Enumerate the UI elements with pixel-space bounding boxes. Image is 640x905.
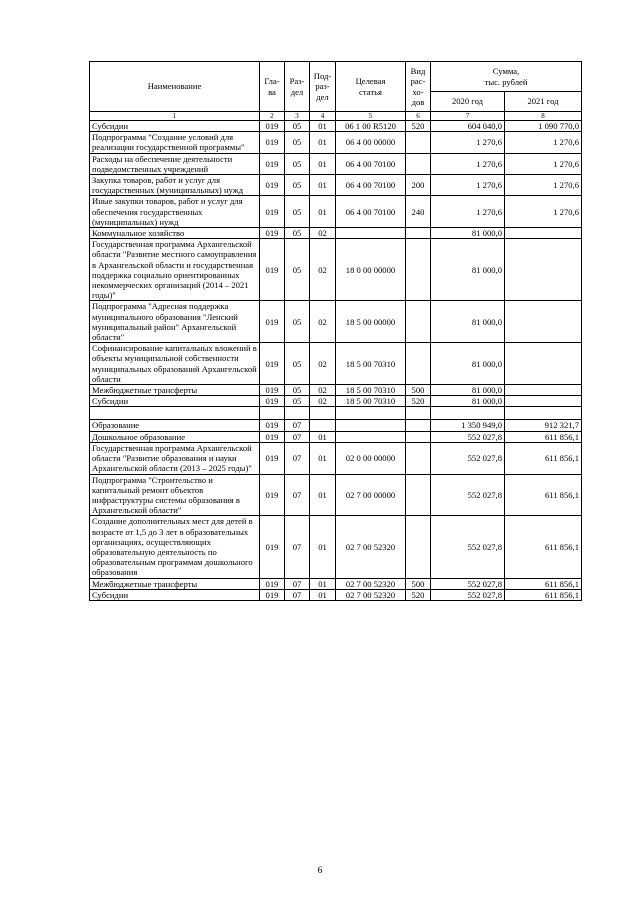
row-amount-2020: 552 027,8 [431, 431, 505, 442]
row-name: Субсидии [90, 589, 260, 600]
header-sum: Сумма, тыс. рублей [431, 62, 582, 92]
row-glava: 019 [260, 442, 285, 474]
col-number: 7 [431, 112, 505, 121]
row-vid [406, 343, 431, 385]
row-target: 06 1 00 R5120 [336, 121, 406, 132]
row-target: 18 0 00 00000 [336, 239, 406, 301]
header-target: Целевая статья [336, 62, 406, 112]
row-podrazdel [310, 420, 336, 431]
table-row [90, 121, 582, 132]
row-amount-2020 [431, 407, 505, 420]
row-amount-2021: 611 856,1 [505, 474, 582, 516]
row-amount-2021: 611 856,1 [505, 578, 582, 589]
row-name: Государственная программа Архангельской области "Развитие образования и науки Архангельской области (2013 – 2025 годы)" [90, 442, 260, 474]
row-podrazdel: 01 [310, 132, 336, 153]
row-name: Межбюджетные трансферты [90, 578, 260, 589]
header-year-2020: 2020 год [431, 92, 505, 112]
row-vid [406, 153, 431, 174]
row-target: 18 5 00 70310 [336, 396, 406, 407]
row-amount-2020: 1 270,6 [431, 175, 505, 196]
row-name: Расходы на обеспечение деятельности подведомственных учреждений [90, 153, 260, 174]
row-podrazdel: 01 [310, 578, 336, 589]
row-amount-2021: 1 270,6 [505, 175, 582, 196]
row-razdel: 05 [285, 385, 310, 396]
table-row [90, 589, 582, 600]
row-glava: 019 [260, 589, 285, 600]
row-amount-2020: 1 270,6 [431, 196, 505, 228]
table-body [90, 121, 582, 601]
row-vid [406, 431, 431, 442]
row-amount-2021: 1 090 770,0 [505, 121, 582, 132]
row-glava: 019 [260, 431, 285, 442]
row-target: 06 4 00 70100 [336, 175, 406, 196]
col-number: 3 [285, 112, 310, 121]
row-razdel: 05 [285, 228, 310, 239]
table-row [90, 239, 582, 301]
row-podrazdel: 02 [310, 228, 336, 239]
budget-table [89, 61, 582, 601]
row-target: 02 7 00 52320 [336, 578, 406, 589]
row-razdel: 07 [285, 578, 310, 589]
row-target: 02 7 00 52320 [336, 516, 406, 578]
row-amount-2021 [505, 396, 582, 407]
row-amount-2020: 81 000,0 [431, 385, 505, 396]
row-target: 18 5 00 70310 [336, 385, 406, 396]
row-vid [406, 442, 431, 474]
col-number: 1 [90, 112, 260, 121]
row-glava: 019 [260, 132, 285, 153]
row-podrazdel: 01 [310, 589, 336, 600]
col-number: 2 [260, 112, 285, 121]
row-razdel: 05 [285, 301, 310, 343]
row-glava: 019 [260, 153, 285, 174]
row-amount-2021: 611 856,1 [505, 516, 582, 578]
row-glava: 019 [260, 396, 285, 407]
header-year-2021: 2021 год [505, 92, 582, 112]
table-row [90, 301, 582, 343]
table-row [90, 385, 582, 396]
table-row [90, 431, 582, 442]
header-podrazdel: Под- раз- дел [310, 62, 336, 112]
row-target: 18 5 00 00000 [336, 301, 406, 343]
row-vid: 500 [406, 578, 431, 589]
row-target: 06 4 00 70100 [336, 153, 406, 174]
table-row [90, 132, 582, 153]
table-row [90, 196, 582, 228]
col-number: 5 [336, 112, 406, 121]
row-target: 18 5 00 70310 [336, 343, 406, 385]
col-number: 8 [505, 112, 582, 121]
row-razdel: 05 [285, 132, 310, 153]
row-target [336, 420, 406, 431]
row-amount-2020: 1 350 949,0 [431, 420, 505, 431]
row-razdel [285, 407, 310, 420]
row-glava: 019 [260, 175, 285, 196]
row-amount-2021 [505, 385, 582, 396]
row-vid: 500 [406, 385, 431, 396]
row-target [336, 407, 406, 420]
row-razdel: 07 [285, 516, 310, 578]
col-number: 6 [406, 112, 431, 121]
row-amount-2021 [505, 407, 582, 420]
row-amount-2020: 81 000,0 [431, 301, 505, 343]
row-amount-2021: 611 856,1 [505, 589, 582, 600]
row-podrazdel: 01 [310, 516, 336, 578]
row-vid [406, 228, 431, 239]
row-amount-2021 [505, 301, 582, 343]
table-row [90, 442, 582, 474]
row-razdel: 05 [285, 239, 310, 301]
header-glava: Гла- ва [260, 62, 285, 112]
row-vid: 200 [406, 175, 431, 196]
row-podrazdel: 02 [310, 301, 336, 343]
row-amount-2020: 552 027,8 [431, 474, 505, 516]
table-row [90, 175, 582, 196]
row-razdel: 05 [285, 153, 310, 174]
row-glava: 019 [260, 516, 285, 578]
row-vid [406, 516, 431, 578]
column-numbers-row [90, 112, 582, 121]
row-name: Иные закупки товаров, работ и услуг для обеспечения государственных (муниципальных) нужд [90, 196, 260, 228]
row-razdel: 07 [285, 589, 310, 600]
row-name: Межбюджетные трансферты [90, 385, 260, 396]
row-glava: 019 [260, 385, 285, 396]
row-razdel: 07 [285, 474, 310, 516]
table-row [90, 474, 582, 516]
row-glava: 019 [260, 578, 285, 589]
row-amount-2021: 1 270,6 [505, 196, 582, 228]
row-name: Образование [90, 420, 260, 431]
row-name: Коммунальное хозяйство [90, 228, 260, 239]
row-vid: 240 [406, 196, 431, 228]
row-razdel: 07 [285, 431, 310, 442]
row-name: Субсидии [90, 121, 260, 132]
row-podrazdel: 01 [310, 474, 336, 516]
row-glava: 019 [260, 228, 285, 239]
row-podrazdel: 02 [310, 343, 336, 385]
row-razdel: 05 [285, 396, 310, 407]
row-target: 06 4 00 00000 [336, 132, 406, 153]
row-podrazdel: 01 [310, 121, 336, 132]
row-name: Закупка товаров, работ и услуг для государственных (муниципальных) нужд [90, 175, 260, 196]
row-podrazdel: 02 [310, 396, 336, 407]
row-glava [260, 407, 285, 420]
row-name: Подпрограмма "Адресная поддержка муниципального образования "Ленский муниципальный район" Архангельской области" [90, 301, 260, 343]
row-amount-2021: 912 321,7 [505, 420, 582, 431]
row-target: 02 7 00 00000 [336, 474, 406, 516]
row-glava: 019 [260, 239, 285, 301]
table-row [90, 420, 582, 431]
table-row [90, 228, 582, 239]
row-amount-2020: 81 000,0 [431, 228, 505, 239]
row-name: Создание дополнительных мест для детей в возрасте от 1,5 до 3 лет в образовательных организациях, осуществляющих образовательную деятельность по образовательным программам дошкольного образования [90, 516, 260, 578]
row-name [90, 407, 260, 420]
table-row [90, 153, 582, 174]
row-name: Государственная программа Архангельской области "Развитие местного самоуправления в Архангельской области и государственная поддержка социально ориентированных некоммерческих организаций (2014 – 2021 годы)" [90, 239, 260, 301]
row-podrazdel: 02 [310, 239, 336, 301]
row-razdel: 05 [285, 196, 310, 228]
row-target: 02 7 00 52320 [336, 589, 406, 600]
row-amount-2021 [505, 228, 582, 239]
row-amount-2020: 81 000,0 [431, 343, 505, 385]
row-glava: 019 [260, 121, 285, 132]
header-razdel: Раз- дел [285, 62, 310, 112]
row-name: Субсидии [90, 396, 260, 407]
row-glava: 019 [260, 420, 285, 431]
table-row [90, 578, 582, 589]
table-row [90, 516, 582, 578]
row-vid [406, 420, 431, 431]
row-podrazdel: 01 [310, 175, 336, 196]
row-target [336, 228, 406, 239]
row-name: Подпрограмма "Строительство и капитальный ремонт объектов инфраструктуры системы образования в Архангельской области" [90, 474, 260, 516]
row-podrazdel: 01 [310, 431, 336, 442]
row-podrazdel: 01 [310, 196, 336, 228]
row-glava: 019 [260, 343, 285, 385]
row-vid [406, 474, 431, 516]
row-vid [406, 301, 431, 343]
row-name: Софинансирование капитальных вложений в объекты муниципальной собственности муниципальных образований Архангельской области [90, 343, 260, 385]
row-amount-2020: 552 027,8 [431, 442, 505, 474]
header-vid: Вид рас- хо- дов [406, 62, 431, 112]
row-vid: 520 [406, 121, 431, 132]
row-amount-2021 [505, 239, 582, 301]
row-razdel: 07 [285, 420, 310, 431]
row-amount-2021: 1 270,6 [505, 132, 582, 153]
row-podrazdel: 01 [310, 442, 336, 474]
row-podrazdel: 02 [310, 385, 336, 396]
page-number: 6 [317, 866, 323, 876]
row-amount-2021: 611 856,1 [505, 431, 582, 442]
row-amount-2020: 81 000,0 [431, 239, 505, 301]
row-razdel: 07 [285, 442, 310, 474]
row-amount-2020: 552 027,8 [431, 589, 505, 600]
row-amount-2021 [505, 343, 582, 385]
row-podrazdel [310, 407, 336, 420]
row-podrazdel: 01 [310, 153, 336, 174]
row-name: Подпрограмма "Создание условий для реализации государственной программы" [90, 132, 260, 153]
row-target: 06 4 00 70100 [336, 196, 406, 228]
row-amount-2021: 1 270,6 [505, 153, 582, 174]
row-vid [406, 239, 431, 301]
row-amount-2020: 604 040,0 [431, 121, 505, 132]
row-target [336, 431, 406, 442]
row-amount-2020: 1 270,6 [431, 132, 505, 153]
table-row [90, 343, 582, 385]
row-razdel: 05 [285, 175, 310, 196]
row-amount-2020: 81 000,0 [431, 396, 505, 407]
row-vid [406, 407, 431, 420]
row-amount-2021: 611 856,1 [505, 442, 582, 474]
row-vid: 520 [406, 589, 431, 600]
col-number: 4 [310, 112, 336, 121]
row-razdel: 05 [285, 121, 310, 132]
row-vid: 520 [406, 396, 431, 407]
row-glava: 019 [260, 196, 285, 228]
row-amount-2020: 552 027,8 [431, 578, 505, 589]
row-name: Дошкольное образование [90, 431, 260, 442]
row-vid [406, 132, 431, 153]
row-glava: 019 [260, 301, 285, 343]
row-target: 02 0 00 00000 [336, 442, 406, 474]
row-amount-2020: 1 270,6 [431, 153, 505, 174]
row-razdel: 05 [285, 343, 310, 385]
table-row [90, 396, 582, 407]
row-glava: 019 [260, 474, 285, 516]
header-name: Наименование [90, 62, 260, 112]
row-amount-2020: 552 027,8 [431, 516, 505, 578]
table-row [90, 407, 582, 420]
